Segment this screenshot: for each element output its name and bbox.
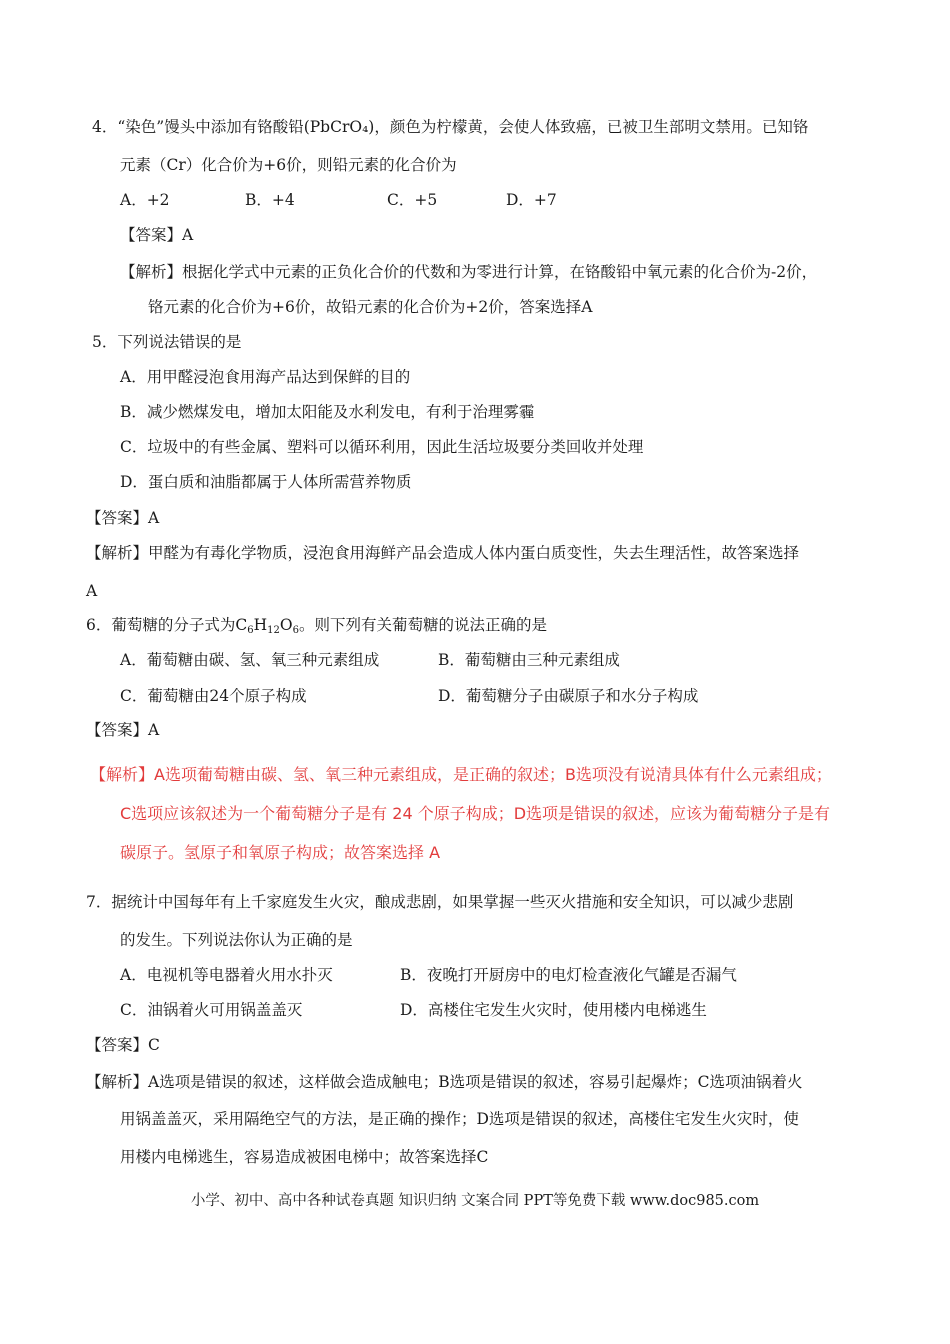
q7-stem-line1: 7．据统计中国每年有上千家庭发生火灾，酿成悲剧，如果掌握一些灭火措施和安全知识，可以减少悲剧	[86, 893, 794, 911]
q6-option-c: C．葡萄糖由24个原子构成	[120, 687, 307, 705]
q7-option-c: C．油锅着火可用锅盖盖灭	[120, 1001, 303, 1019]
q5-answer: 【答案】A	[86, 509, 160, 527]
page-footer: 小学、初中、高中各种试卷真题 知识归纳 文案合同 PPT等免费下载 www.doc985.com	[190, 1193, 760, 1209]
q5-option-a: A．用甲醛浸泡食用海产品达到保鲜的目的	[120, 368, 411, 386]
q4-stem-line1: 4．“染色”馒头中添加有铬酸铅(PbCrO₄)，颜色为柠檬黄，会使人体致癌，已被卫生部明文禁用。已知铬	[92, 118, 809, 136]
q5-option-c: C．垃圾中的有些金属、塑料可以循环利用，因此生活垃圾要分类回收并处理	[120, 438, 644, 456]
q6-option-d: D．葡萄糖分子由碳原子和水分子构成	[438, 687, 699, 705]
q6-answer: 【答案】A	[86, 721, 160, 739]
q7-stem-line2: 的发生。下列说法你认为正确的是	[120, 931, 353, 949]
q6-stem-suffix: 。则下列有关葡萄糖的说法正确的是	[298, 616, 547, 634]
q4-stem-line2: 元素（Cr）化合价为+6价，则铅元素的化合价为	[120, 156, 457, 174]
q7-option-a: A．电视机等电器着火用水扑灭	[120, 966, 333, 984]
q5-option-d: D．蛋白质和油脂都属于人体所需营养物质	[120, 473, 412, 491]
q4-option-c: C．+5	[387, 191, 438, 209]
q7-analysis-line1: 【解析】A选项是错误的叙述，这样做会造成触电；B选项是错误的叙述，容易引起爆炸；C选项油锅着火	[86, 1073, 803, 1091]
q6-sub-hydrogen: 12	[267, 625, 280, 636]
q7-analysis-line2: 用锅盖盖灭，采用隔绝空气的方法，是正确的操作；D选项是错误的叙述，高楼住宅发生火灾时，使	[120, 1110, 799, 1128]
q7-analysis-line3: 用楼内电梯逃生，容易造成被困电梯中；故答案选择C	[120, 1148, 489, 1166]
q5-analysis-line1: 【解析】甲醛为有毒化学物质，浸泡食用海鲜产品会造成人体内蛋白质变性，失去生理活性，故答案选择	[86, 544, 800, 562]
q4-analysis-line2: 铬元素的化合价为+6价，故铅元素的化合价为+2价，答案选择A	[148, 298, 593, 316]
q6-option-a: A．葡萄糖由碳、氢、氧三种元素组成	[120, 651, 380, 669]
q6-option-b: B．葡萄糖由三种元素组成	[438, 651, 620, 669]
q6-analysis-line3: 碳原子。氢原子和氧原子构成；故答案选择 A	[120, 843, 441, 862]
q5-stem: 5．下列说法错误的是	[92, 333, 242, 351]
q7-answer: 【答案】C	[86, 1036, 160, 1054]
q4-option-d: D．+7	[506, 191, 557, 209]
q5-option-b: B．减少燃煤发电，增加太阳能及水利发电，有利于治理雾霾	[120, 403, 535, 421]
q6-stem	[86, 615, 547, 635]
q5-analysis-line2: A	[86, 582, 98, 600]
q4-option-a: A．+2	[120, 191, 170, 209]
q4-analysis-line1: 【解析】根据化学式中元素的正负化合价的代数和为零进行计算，在铬酸铅中氧元素的化合价为-2价，	[120, 263, 818, 281]
q7-option-b: B．夜晚打开厨房中的电灯检查液化气罐是否漏气	[400, 966, 737, 984]
q4-answer: 【答案】A	[120, 226, 194, 244]
q6-analysis-line2: C选项应该叙述为一个葡萄糖分子是有 24 个原子构成；D选项是错误的叙述，应该为葡萄糖分子是有	[120, 804, 831, 823]
q4-option-b: B．+4	[245, 191, 295, 209]
q6-sub-carbon: 6	[247, 625, 254, 636]
q7-option-d: D．高楼住宅发生火灾时，使用楼内电梯逃生	[400, 1001, 707, 1019]
q6-oxygen: O	[279, 616, 293, 634]
q6-hydrogen: H	[253, 616, 268, 634]
q6-sub-oxygen: 6	[292, 625, 299, 636]
q6-stem-prefix: 6．葡萄糖的分子式为C	[86, 616, 248, 634]
q6-analysis-line1: 【解析】A选项葡萄糖由碳、氢、氧三种元素组成，是正确的叙述；B选项没有说清具体有什么元素组成；	[90, 765, 832, 784]
